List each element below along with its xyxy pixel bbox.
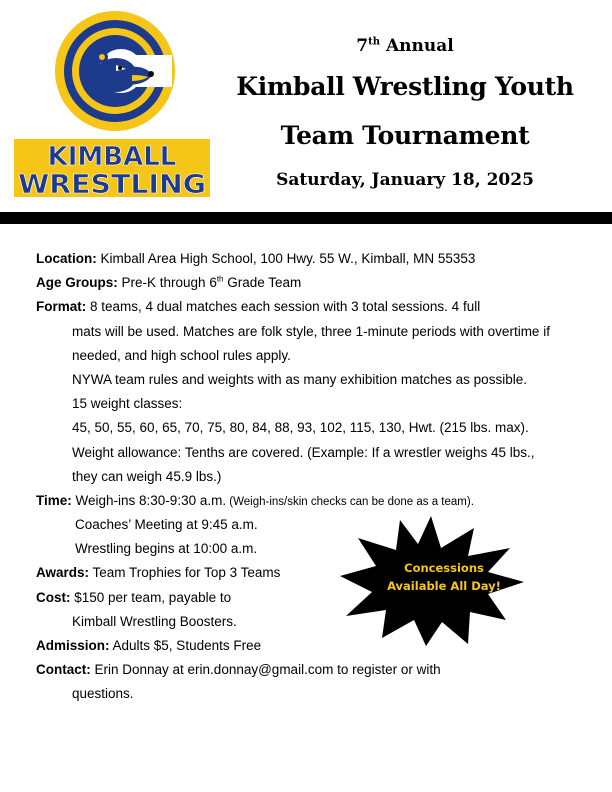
- cost-row: Cost: $150 per team, payable to: [36, 589, 232, 605]
- logo-line1: KIMBALL: [47, 142, 177, 172]
- format-row: Format: 8 teams, 4 dual matches each session with 3 total sessions. 4 full: [36, 299, 481, 315]
- logo-line2: WRESTLING: [18, 170, 207, 200]
- header-divider: [0, 212, 612, 224]
- cost-line: Kimball Wrestling Boosters.: [72, 613, 237, 629]
- event-title-line2: Team Tournament: [280, 121, 530, 150]
- kimball-wrestling-logo: [8, 5, 210, 200]
- annual-label: 7th Annual: [356, 36, 454, 56]
- concessions-line2: Available All Day!: [387, 579, 501, 593]
- format-line: Weight allowance: Tenths are covered. (Example: If a wrestler weighs 45 lbs.,: [72, 444, 535, 460]
- format-line: mats will be used. Matches are folk style, three 1-minute periods with overtime if: [72, 323, 550, 339]
- time-line: Wrestling begins at 10:00 a.m.: [75, 541, 258, 557]
- event-title-line1: Kimball Wrestling Youth: [236, 72, 574, 101]
- age-groups-row: Age Groups: Pre-K through 6th Grade Team: [36, 274, 302, 291]
- event-date: Saturday, January 18, 2025: [276, 170, 534, 190]
- concessions-line1: Concessions: [404, 561, 484, 575]
- format-line: 15 weight classes:: [72, 396, 183, 412]
- time-line: Coaches’ Meeting at 9:45 a.m.: [75, 517, 258, 533]
- contact-line: questions.: [72, 686, 134, 702]
- format-line: they can weigh 45.9 lbs.): [72, 468, 222, 484]
- admission-row: Admission: Adults $5, Students Free: [36, 638, 262, 653]
- location-row: Location: Kimball Area High School, 100 Hwy. 55 W., Kimball, MN 55353: [36, 251, 476, 266]
- format-line: NYWA team rules and weights with as many exhibition matches as possible.: [72, 371, 527, 387]
- format-line: needed, and high school rules apply.: [72, 347, 291, 363]
- time-row: Time: Weigh-ins 8:30-9:30 a.m. (Weigh-ins/skin checks can be done as a team).: [36, 492, 474, 508]
- weight-classes: 45, 50, 55, 60, 65, 70, 75, 80, 84, 88, 93, 102, 115, 130, Hwt. (215 lbs. max).: [72, 420, 529, 436]
- contact-row: Contact: Erin Donnay at erin.donnay@gmail.com to register or with: [36, 662, 441, 678]
- awards-row: Awards: Team Trophies for Top 3 Teams: [36, 565, 281, 581]
- logo-letter: C: [114, 46, 116, 47]
- concessions-starburst: [338, 512, 525, 647]
